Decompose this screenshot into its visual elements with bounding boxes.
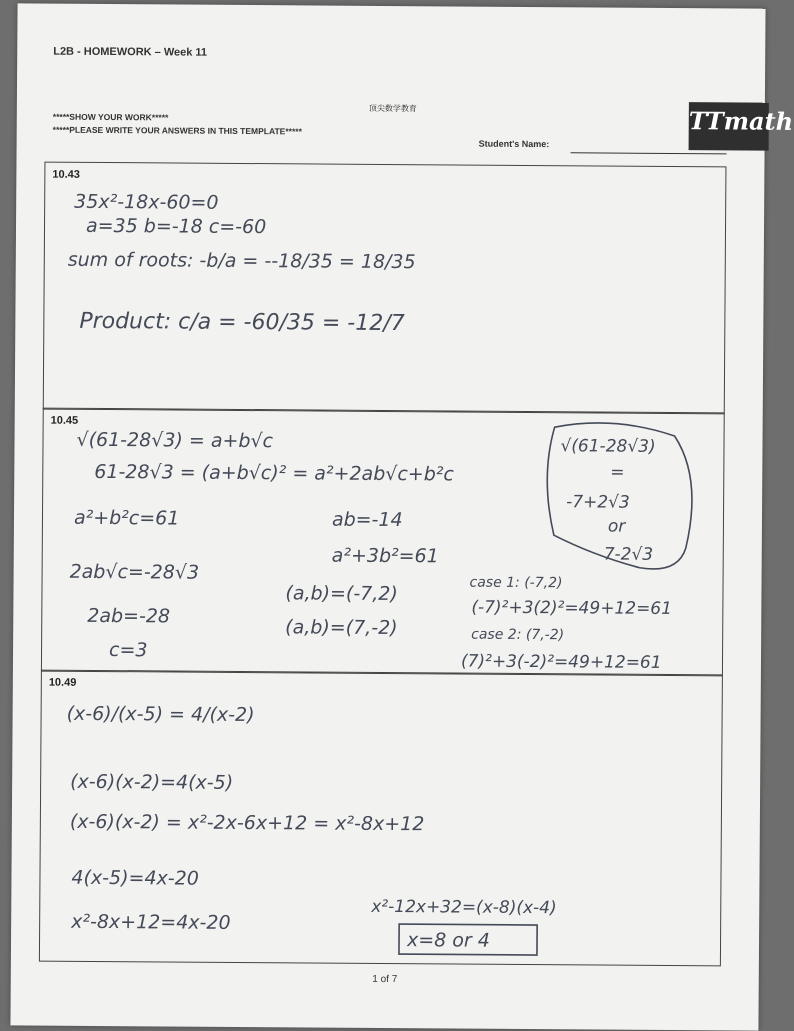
handwritten-line: 2ab=-28 (87, 604, 171, 628)
handwritten-line: 4(x-5)=4x-20 (71, 866, 199, 890)
handwritten-line: x²-12x+32=(x-8)(x-4) (371, 896, 557, 919)
boxed-line: 7-2√3 (603, 544, 654, 565)
handwritten-line: (a,b)=(-7,2) (285, 582, 398, 606)
worksheet-title: L2B - HOMEWORK – Week 11 (53, 45, 208, 59)
handwritten-line: ab=-14 (331, 508, 403, 532)
handwritten-line: case 1: (-7,2) (469, 574, 563, 592)
handwritten-line: 35x²-18x-60=0 (74, 190, 219, 214)
problem-label: 10.45 (50, 414, 79, 427)
logo-subtitle: 顶尖数学教育 (368, 103, 417, 114)
final-answer: x=8 or 4 (406, 929, 490, 952)
handwritten-line: √(61-28√3) = a+b√c (76, 428, 274, 453)
handwritten-line: (x-6)/(x-5) = 4/(x-2) (66, 702, 255, 727)
boxed-line: √(61-28√3) (560, 436, 656, 457)
boxed-line: = (610, 462, 625, 483)
handwritten-line: 2ab√c=-28√3 (69, 560, 200, 584)
handwritten-line: sum of roots: -b/a = --18/35 = 18/35 (67, 248, 416, 274)
handwritten-line: (x-6)(x-2) = x²-2x-6x+12 = x²-8x+12 (69, 810, 425, 836)
boxed-line: -7+2√3 (566, 492, 630, 513)
show-work-instruction: *****SHOW YOUR WORK***** (52, 111, 169, 123)
boxed-line: or (607, 516, 626, 537)
template-instruction: *****PLEASE WRITE YOUR ANSWERS IN THIS TEMPLATE***** (52, 124, 302, 137)
handwritten-line: (a,b)=(7,-2) (285, 616, 398, 640)
handwritten-line: Product: c/a = -60/35 = -12/7 (79, 308, 405, 337)
handwritten-line: a²+3b²=61 (331, 544, 439, 568)
handwritten-work (10, 3, 765, 1030)
logo-text: TTmath (688, 106, 794, 136)
student-name-label: Student's Name: (478, 138, 550, 150)
handwritten-line: c=3 (108, 639, 148, 662)
handwritten-line: 61-28√3 = (a+b√c)² = a²+2ab√c+b²c (94, 460, 454, 486)
handwritten-line: x²-8x+12=4x-20 (71, 910, 231, 934)
page-number: 1 of 7 (372, 973, 398, 986)
problem-label: 10.49 (48, 676, 77, 689)
handwritten-line: a²+b²c=61 (73, 506, 180, 530)
problem-label: 10.43 (52, 168, 80, 181)
handwritten-line: a=35 b=-18 c=-60 (85, 214, 267, 239)
handwritten-line: case 2: (7,-2) (471, 626, 565, 644)
handwritten-line: (7)²+3(-2)²=49+12=61 (460, 651, 662, 673)
handwritten-line: (x-6)(x-2)=4(x-5) (70, 770, 234, 794)
homework-sheet (10, 3, 794, 1030)
handwritten-line: (-7)²+3(2)²=49+12=61 (471, 597, 673, 619)
